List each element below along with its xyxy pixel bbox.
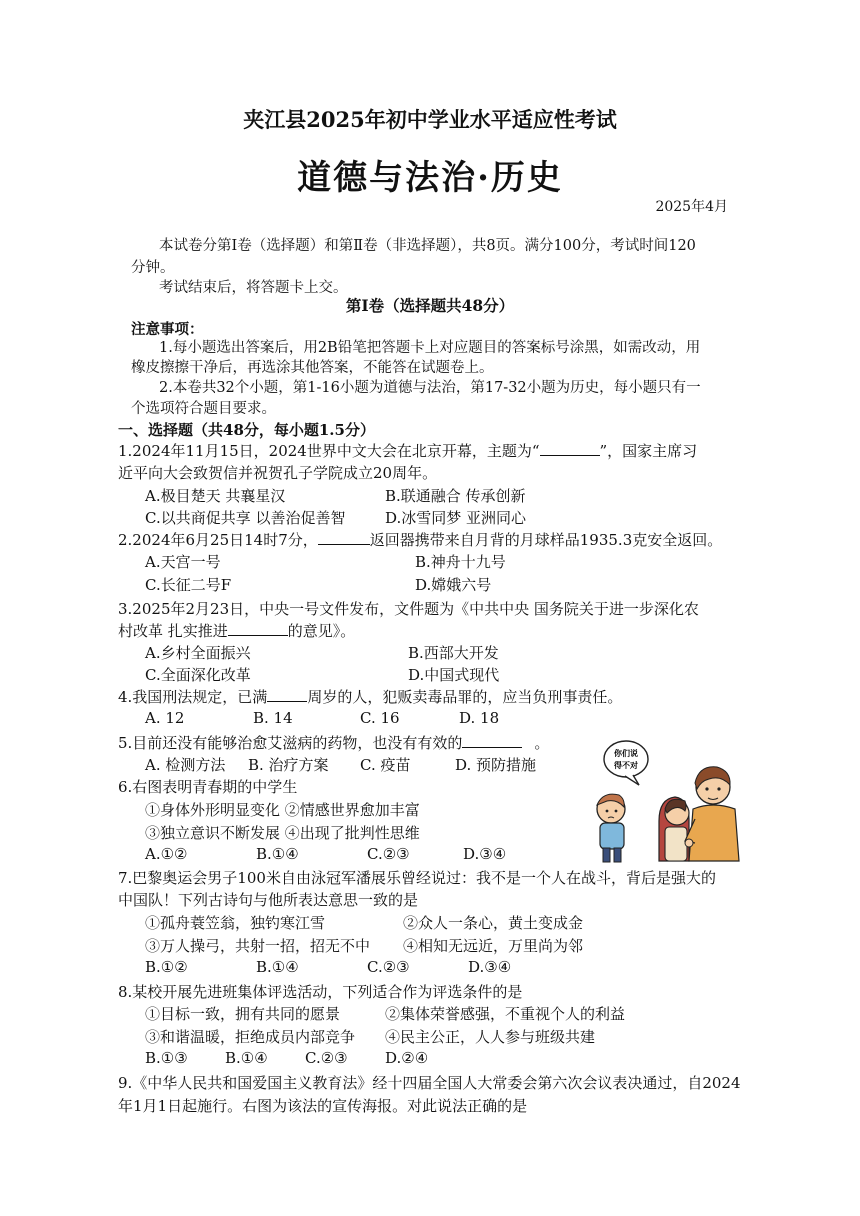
q8-option-b: B.①④ bbox=[225, 1049, 268, 1067]
q4-option-d: D. 18 bbox=[459, 709, 500, 727]
q6-option-b: B.①④ bbox=[256, 845, 299, 863]
adolescence-illustration bbox=[589, 739, 749, 864]
q4-stem: 4.我国刑法规定，已满 周岁的人，犯贩卖毒品罪的，应当负刑事责任。 bbox=[118, 688, 623, 706]
intro-line-3: 考试结束后，将答题卡上交。 bbox=[159, 280, 348, 296]
q9-stem-line-2: 年1月1日起施行。右图为该法的宣传海报。对此说法正确的是 bbox=[118, 1097, 528, 1115]
q1-option-b: B.联通融合 传承创新 bbox=[385, 487, 526, 505]
q8-option-c: C.②③ bbox=[305, 1049, 348, 1067]
q3-option-a: A.乡村全面振兴 bbox=[145, 644, 251, 662]
q8-statement-2: ②集体荣誉感强，不重视个人的利益 bbox=[385, 1005, 626, 1023]
q7-option-b: B.①④ bbox=[256, 958, 299, 976]
q8-option-a: B.①③ bbox=[145, 1049, 188, 1067]
q7-statement-3: ③万人操弓，共射一招，招无不中 bbox=[145, 937, 371, 955]
bubble-text-line-2: 得不对 bbox=[614, 761, 638, 770]
parent-figure-male bbox=[685, 767, 739, 861]
q7-statement-1: ①孤舟蓑笠翁，独钓寒江雪 bbox=[145, 914, 326, 932]
q8-statement-1: ①目标一致，拥有共同的愿景 bbox=[145, 1005, 341, 1023]
q7-option-d: D.③④ bbox=[468, 958, 512, 976]
parent-figure-female bbox=[659, 797, 689, 861]
answer-blank bbox=[318, 529, 370, 545]
q6-stem: 6.右图表明青春期的中学生 bbox=[118, 778, 298, 796]
q3-stem-line-2: 村改革 扎实推进 的意见》。 bbox=[118, 622, 356, 640]
q5-option-a: A. 检测方法 bbox=[145, 756, 226, 774]
q2-stem-line-1: 2.2024年6月25日14时7分， 返回器携带来自月背的月球样品1935.3克安全返回。 bbox=[118, 531, 723, 549]
q7-stem-line-1: 7.巴黎奥运会男子100米自由泳冠军潘展乐曾经说过：我不是一个人在战斗，背后是强大的 bbox=[118, 869, 716, 887]
q7-stem-line-2: 中国队！下列古诗句与他所表达意思一致的是 bbox=[118, 891, 419, 909]
q6-statement-1-2: ①身体外形明显变化 ②情感世界愈加丰富 bbox=[145, 801, 420, 819]
q5-option-c: C. 疫苗 bbox=[360, 756, 411, 774]
q6-statement-3-4: ③独立意识不断发展 ④出现了批判性思维 bbox=[145, 824, 420, 842]
q4-option-a: A. 12 bbox=[145, 709, 185, 727]
q3-option-d: D.中国式现代 bbox=[408, 666, 500, 684]
speech-bubble bbox=[604, 741, 648, 777]
q1-stem-line-1: 1.2024年11月15日，2024世界中文大会在北京开幕，主题为“ ”，国家主席习 bbox=[118, 442, 698, 460]
note-1-line-1: 1.每小题选出答案后，用2B铅笔把答题卡上对应题目的答案标号涂黑，如需改动，用 bbox=[159, 340, 701, 356]
q1-option-a: A.极目楚天 共襄星汉 bbox=[145, 487, 286, 505]
q3-option-c: C.全面深化改革 bbox=[145, 666, 251, 684]
intro-line-1: 本试卷分第Ⅰ卷（选择题）和第Ⅱ卷（非选择题），共8页。满分100分，考试时间120 bbox=[159, 238, 696, 254]
q8-option-d: D.②④ bbox=[385, 1049, 429, 1067]
q9-stem-line-1: 9.《中华人民共和国爱国主义教育法》经十四届全国人大常委会第六次会议表决通过，自2024 bbox=[118, 1074, 741, 1092]
q8-stem: 8.某校开展先进班集体评选活动，下列适合作为评选条件的是 bbox=[118, 983, 523, 1001]
q5-stem: 5.目前还没有能够治愈艾滋病的药物，也没有有效的 。 bbox=[118, 734, 550, 752]
answer-blank bbox=[228, 620, 288, 636]
q3-stem-line-1: 3.2025年2月23日，中央一号文件发布，文件题为《中共中央 国务院关于进一步深化农 bbox=[118, 600, 699, 618]
q2-option-c: C.长征二号F bbox=[145, 576, 232, 594]
q7-statement-2: ②众人一条心，黄土变成金 bbox=[403, 914, 584, 932]
q5-option-d: D. 预防措施 bbox=[455, 756, 537, 774]
q1-option-d: D.冰雪同梦 亚洲同心 bbox=[385, 509, 527, 527]
q1-option-c: C.以共商促共享 以善治促善智 bbox=[145, 509, 346, 527]
q6-option-c: C.②③ bbox=[367, 845, 410, 863]
q8-statement-3: ③和谐温暖，拒绝成员内部竞争 bbox=[145, 1028, 356, 1046]
intro-line-2: 分钟。 bbox=[131, 260, 175, 276]
answer-blank bbox=[540, 440, 600, 456]
child-figure bbox=[597, 794, 625, 862]
q6-option-d: D.③④ bbox=[463, 845, 507, 863]
exam-date: 2025年4月 bbox=[655, 199, 728, 215]
section-title: 第Ⅰ卷（选择题共48分） bbox=[345, 296, 515, 315]
q7-option-c: C.②③ bbox=[367, 958, 410, 976]
answer-blank bbox=[462, 732, 522, 748]
q4-option-c: C. 16 bbox=[360, 709, 400, 727]
q5-option-b: B. 治疗方案 bbox=[248, 756, 329, 774]
notes-title: 注意事项： bbox=[131, 321, 204, 338]
q2-option-d: D.嫦娥六号 bbox=[415, 576, 492, 594]
q1-stem-line-2: 近平向大会致贺信并祝贺孔子学院成立20周年。 bbox=[118, 464, 438, 482]
q4-option-b: B. 14 bbox=[253, 709, 293, 727]
part-title: 一、选择题（共48分，每小题1.5分） bbox=[118, 421, 375, 439]
note-2-line-1: 2.本卷共32个小题，第1-16小题为道德与法治，第17-32小题为历史，每小题只有一 bbox=[159, 380, 701, 396]
answer-blank bbox=[267, 686, 307, 702]
note-1-line-2: 橡皮擦擦干净后，再选涂其他答案，不能答在试题卷上。 bbox=[131, 360, 494, 376]
q2-option-b: B.神舟十九号 bbox=[415, 553, 506, 571]
subject-title: 道德与法治·历史 bbox=[297, 158, 563, 198]
exam-title: 夹江县2025年初中学业水平适应性考试 bbox=[243, 107, 617, 132]
q6-option-a: A.①② bbox=[145, 845, 188, 863]
q7-statement-4: ④相知无远近，万里尚为邻 bbox=[403, 937, 584, 955]
q2-option-a: A.天宫一号 bbox=[145, 553, 221, 571]
bubble-text-line-1: 你们说 bbox=[614, 749, 638, 758]
q7-option-a: B.①② bbox=[145, 958, 188, 976]
q8-statement-4: ④民主公正，人人参与班级共建 bbox=[385, 1028, 596, 1046]
note-2-line-2: 个选项符合题目要求。 bbox=[131, 401, 276, 417]
q3-option-b: B.西部大开发 bbox=[408, 644, 499, 662]
